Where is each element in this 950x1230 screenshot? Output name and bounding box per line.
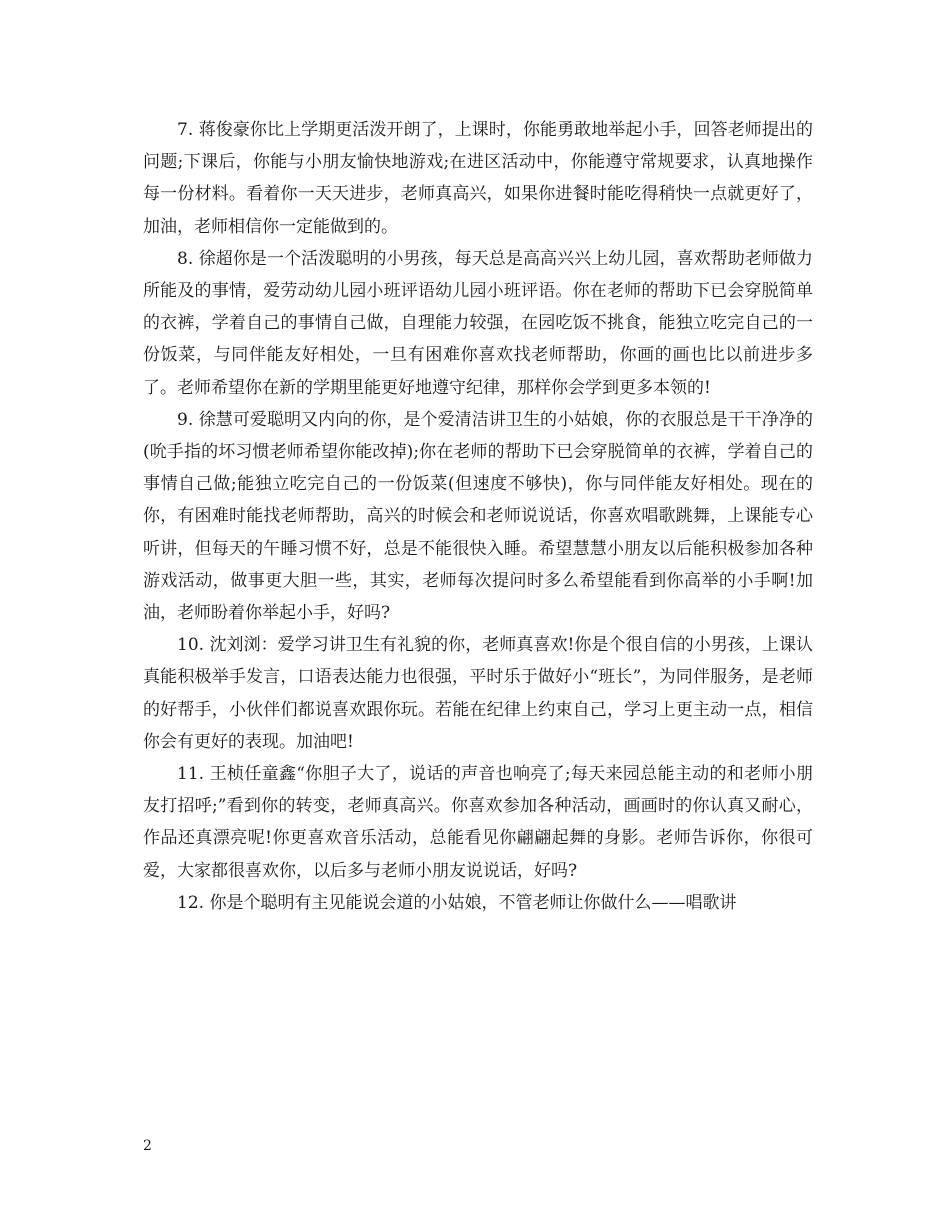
paragraph-7: 7. 蒋俊豪你比上学期更活泼开朗了，上课时，你能勇敢地举起小手，回答老师提出的问题;下课后，你能与小朋友愉快地游戏;在进区活动中，你能遵守常规要求，认真地操作每一份材料。看着你一天天进步，老师真高兴，如果你进餐时能吃得稍快一点就更好了，加油，老师相信你一定能做到的。 [143, 120, 813, 237]
page-number: 2 [143, 1138, 152, 1154]
paragraph-9: 9. 徐慧可爱聪明又内向的你，是个爱清洁讲卫生的小姑娘，你的衣服总是干干净净的(吮手指的坏习惯老师希望你能改掉);你在老师的帮助下已会穿脱简单的衣裤，学着自己的事情自己做;能独立吃完自己的一份饭菜(但速度不够快)，你与同伴能友好相处。现在的你，有困难时能找老师帮助，高兴的时候会和老师说说话，你喜欢唱歌跳舞，上课能专心听讲，但每天的午睡习惯不好，总是不能很快入睡。希望慧慧小朋友以后能积极参加各种游戏活动，做事更大胆一些，其实，老师每次提问时多么希望能看到你高举的小手啊!加油，老师盼着你举起小手，好吗? [143, 409, 813, 624]
document-body [143, 114, 813, 919]
paragraph-10: 10. 沈刘浏：爱学习讲卫生有礼貌的你，老师真喜欢!你是个很自信的小男孩，上课认真能积极举手发言，口语表达能力也很强，平时乐于做好小“班长”，为同伴服务，是老师的好帮手，小伙伴们都说喜欢跟你玩。若能在纪律上约束自己，学习上更主动一点，相信你会有更好的表现。加油吧! [143, 635, 813, 752]
paragraph-8: 8. 徐超你是一个活泼聪明的小男孩，每天总是高高兴兴上幼儿园，喜欢帮助老师做力所能及的事情，爱劳动幼儿园小班评语幼儿园小班评语。你在老师的帮助下已会穿脱简单的衣裤，学着自己的事情自己做，自理能力较强，在园吃饭不挑食，能独立吃完自己的一份饭菜，与同伴能友好相处，一旦有困难你喜欢找老师帮助，你画的画也比以前进步多了。老师希望你在新的学期里能更好地遵守纪律，那样你会学到更多本领的! [143, 248, 813, 398]
paragraph-12: 12. 你是个聪明有主见能说会道的小姑娘，不管老师让你做什么——唱歌讲 [177, 892, 737, 913]
paragraph-11: 11. 王桢任童鑫“你胆子大了，说话的声音也响亮了;每天来园总能主动的和老师小朋友打招呼;”看到你的转变，老师真高兴。你喜欢参加各种活动，画画时的你认真又耐心，作品还真漂亮呢!你更喜欢音乐活动，总能看见你翩翩起舞的身影。老师告诉你，你很可爱，大家都很喜欢你，以后多与老师小朋友说说话，好吗? [143, 764, 813, 881]
